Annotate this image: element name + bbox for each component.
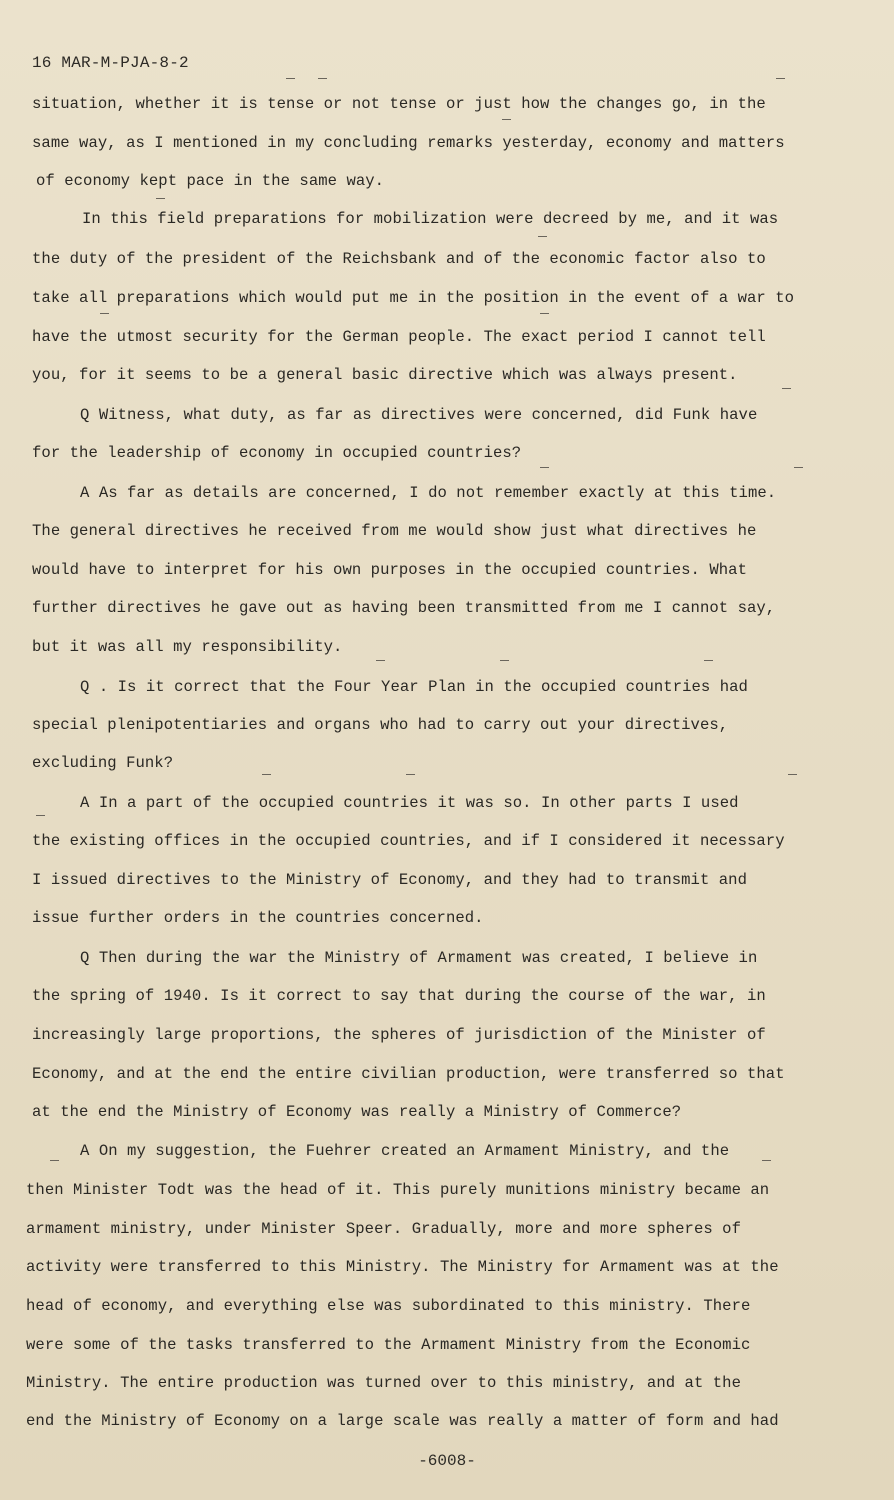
underline-mark [782, 388, 791, 389]
underline-mark [318, 78, 327, 79]
underline-mark [538, 236, 547, 237]
text-line: A As far as details are concerned, I do not remember exactly at this time. [80, 484, 777, 502]
text-line: excluding Funk? [32, 754, 174, 772]
underline-mark [406, 774, 415, 775]
text-line: increasingly large proportions, the spheres of jurisdiction of the Minister of [32, 1026, 766, 1044]
text-line: take all preparations which would put me in the position in the event of a war to [32, 289, 795, 307]
underline-mark [762, 1160, 771, 1161]
text-line: end the Ministry of Economy on a large scale was really a matter of form and had [26, 1412, 779, 1430]
text-line: issue further orders in the countries concerned. [32, 909, 484, 927]
underline-mark [788, 774, 797, 775]
page-number: -6008- [418, 1452, 476, 1470]
text-line: I issued directives to the Ministry of Economy, and they had to transmit and [32, 871, 747, 889]
text-line: Q Witness, what duty, as far as directives were concerned, did Funk have [80, 406, 758, 424]
text-line: A On my suggestion, the Fuehrer created an Armament Ministry, and the [80, 1142, 730, 1160]
text-line: the duty of the president of the Reichsbank and of the economic factor also to [32, 250, 766, 268]
underline-mark [540, 313, 549, 314]
underline-mark [776, 78, 785, 79]
underline-mark [502, 119, 511, 120]
text-line: for the leadership of economy in occupied countries? [32, 444, 522, 462]
underline-mark [262, 774, 271, 775]
text-line: at the end the Ministry of Economy was really a Ministry of Commerce? [32, 1103, 682, 1121]
text-line: head of economy, and everything else was subordinated to this ministry. There [26, 1297, 751, 1315]
underline-mark [794, 467, 803, 468]
text-line: would have to interpret for his own purposes in the occupied countries. What [32, 561, 747, 579]
text-line: Q . Is it correct that the Four Year Plan in the occupied countries had [80, 678, 748, 696]
text-line: the spring of 1940. Is it correct to say that during the course of the war, in [32, 987, 766, 1005]
underline-mark [36, 815, 45, 816]
text-line: then Minister Todt was the head of it. This purely munitions ministry became an [26, 1181, 770, 1199]
underline-mark [540, 467, 549, 468]
text-line: activity were transferred to this Ministry. The Ministry for Armament was at the [26, 1258, 779, 1276]
text-line: same way, as I mentioned in my concluding remarks yesterday, economy and matters [32, 134, 785, 152]
text-line: A In a part of the occupied countries it was so. In other parts I used [80, 794, 739, 812]
text-line: were some of the tasks transferred to the Armament Ministry from the Economic [26, 1336, 751, 1354]
text-line: Economy, and at the end the entire civilian production, were transferred so that [32, 1065, 785, 1083]
underline-mark [376, 660, 385, 661]
text-line: but it was all my responsibility. [32, 638, 343, 656]
text-line: In this field preparations for mobilization were decreed by me, and it was [82, 210, 779, 228]
underline-mark [50, 1160, 59, 1161]
text-line: you, for it seems to be a general basic directive which was always present. [32, 366, 738, 384]
underline-mark [100, 313, 109, 314]
text-line: Q Then during the war the Ministry of Armament was created, I believe in [80, 949, 758, 967]
underline-mark [286, 78, 295, 79]
text-line: situation, whether it is tense or not tense or just how the changes go, in the [32, 95, 766, 113]
underline-mark [704, 660, 713, 661]
underline-mark [500, 660, 509, 661]
text-line: special plenipotentiaries and organs who had to carry out your directives, [32, 716, 729, 734]
text-line: armament ministry, under Minister Speer. Gradually, more and more spheres of [26, 1220, 741, 1238]
text-line: of economy kept pace in the same way. [36, 172, 385, 190]
text-line: have the utmost security for the German people. The exact period I cannot tell [32, 328, 766, 346]
text-line: Ministry. The entire production was turned over to this ministry, and at the [26, 1374, 741, 1392]
text-line: The general directives he received from me would show just what directives he [32, 522, 757, 540]
text-line: the existing offices in the occupied countries, and if I considered it necessary [32, 832, 785, 850]
underline-mark [156, 198, 165, 199]
text-line: further directives he gave out as having been transmitted from me I cannot say, [32, 599, 776, 617]
page-header: 16 MAR-M-PJA-8-2 [32, 54, 189, 72]
